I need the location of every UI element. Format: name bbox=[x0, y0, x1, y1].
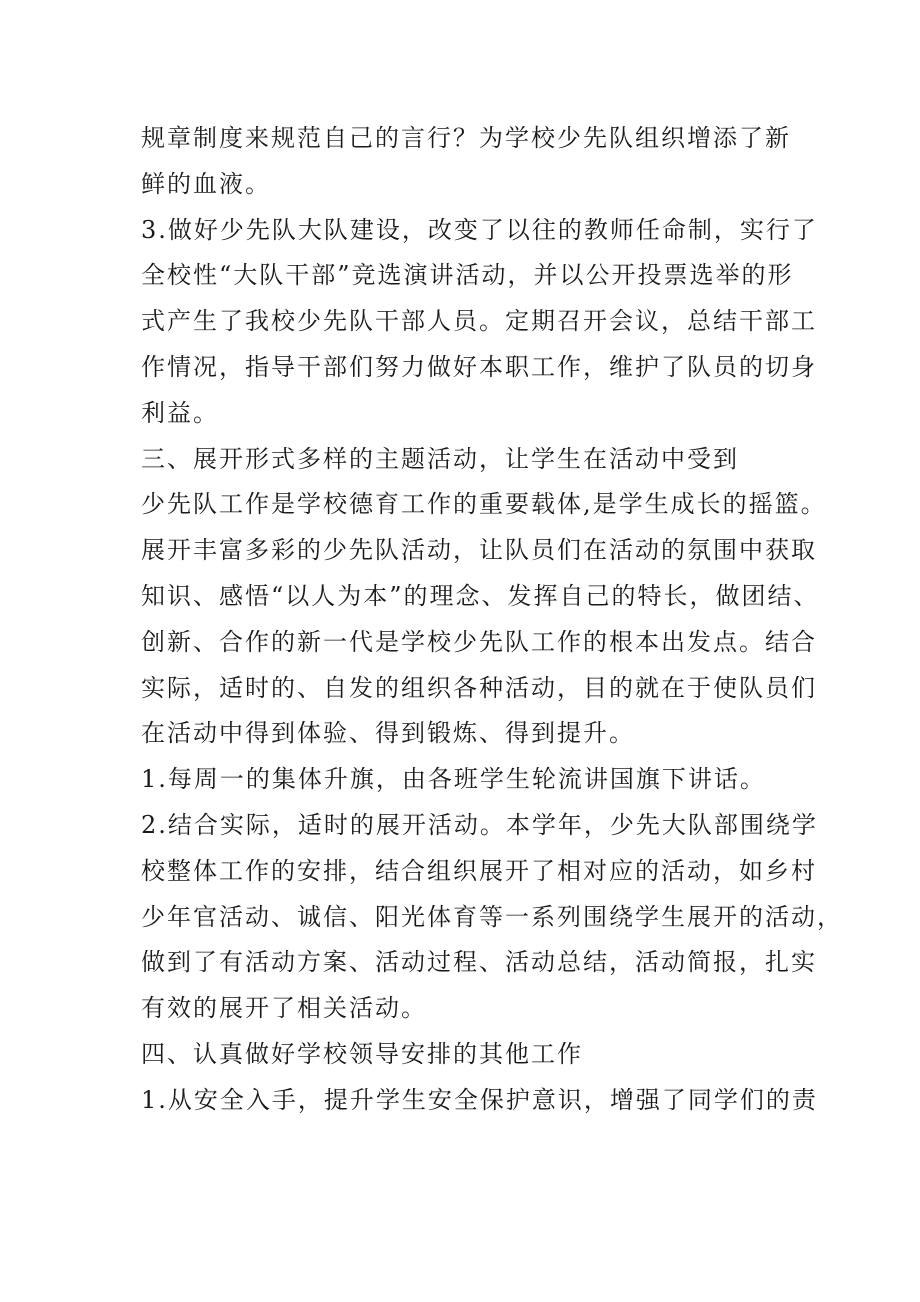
text-line: 在活动中得到体验、得到锻炼、得到提升。 bbox=[141, 719, 635, 748]
text-line: 做到了有活动方案、活动过程、活动总结，活动简报，扎实 bbox=[141, 948, 817, 977]
text-line: 1.从安全入手，提升学生安全保护意识，增强了同学们的责 bbox=[141, 1085, 818, 1114]
document-body bbox=[141, 116, 843, 1124]
text-line: 鲜的血液。 bbox=[141, 169, 271, 198]
text-line: 有效的展开了相关活动。 bbox=[141, 994, 427, 1023]
text-line: 少年官活动、诚信、阳光体育等一系列围绕学生展开的活动， bbox=[141, 902, 843, 931]
text-line: 创新、合作的新一代是学校少先队工作的根本出发点。结合 bbox=[141, 627, 817, 656]
section-heading: 三、展开形式多样的主题活动，让学生在活动中受到 bbox=[141, 444, 739, 473]
text-line: 知识、感悟“以人为本”的理念、发挥自己的特长，做团结、 bbox=[141, 581, 820, 610]
text-line: 规章制度来规范自己的言行？为学校少先队组织增添了新 bbox=[141, 124, 791, 152]
text-line: 利益。 bbox=[141, 398, 219, 427]
text-line: 校整体工作的安排，结合组织展开了相对应的活动，如乡村 bbox=[141, 856, 817, 885]
text-line: 实际，适时的、自发的组织各种活动，目的就在于使队员们 bbox=[141, 673, 817, 702]
text-line: 作情况，指导干部们努力做好本职工作，维护了队员的切身 bbox=[141, 352, 817, 381]
text-line: 2.结合实际，适时的展开活动。本学年，少先大队部围绕学 bbox=[141, 810, 818, 839]
text-line: 全校性“大队干部”竞选演讲活动，并以公开投票选举的形 bbox=[141, 261, 794, 290]
text-line: 少先队工作是学校德育工作的重要载体,是学生成长的摇篮。 bbox=[141, 490, 827, 519]
text-line: 式产生了我校少先队干部人员。定期召开会议，总结干部工 bbox=[141, 307, 817, 336]
section-heading: 四、认真做好学校领导安排的其他工作 bbox=[141, 1039, 583, 1068]
text-line: 展开丰富多彩的少先队活动，让队员们在活动的氛围中获取 bbox=[141, 536, 817, 565]
text-line: 3.做好少先队大队建设，改变了以往的教师任命制，实行了 bbox=[141, 215, 818, 244]
text-line: 1.每周一的集体升旗，由各班学生轮流讲国旗下讲话。 bbox=[141, 765, 766, 794]
